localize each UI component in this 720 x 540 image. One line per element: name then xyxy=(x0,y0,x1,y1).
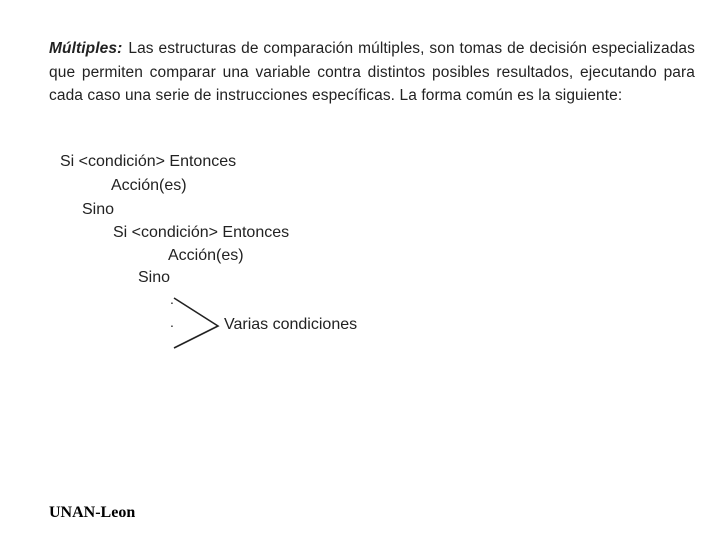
term-heading: Múltiples: xyxy=(49,40,123,57)
ellipsis-dot-1: . xyxy=(170,291,174,307)
multiple-conditions-label: Varias condiciones xyxy=(224,316,358,333)
description-text: Las estructuras de comparación múltiples, son tomas de decisión especializadas que permiten comparar una variable contra distintos posibles resultados, ejecutando para cada caso una serie de instrucciones específicas. La forma común es la siguiente: xyxy=(49,40,695,104)
pseudo-line-if: Si <condición> Entonces xyxy=(60,153,237,170)
pseudo-line-nested-action: Acción(es) xyxy=(168,247,244,264)
pseudo-line-nested-else: Sino xyxy=(138,269,171,286)
pseudo-line-else: Sino xyxy=(82,201,115,218)
angle-bracket-icon xyxy=(168,296,228,352)
ellipsis-dot-2: . xyxy=(170,314,174,330)
pseudo-line-nested-if: Si <condición> Entonces xyxy=(113,224,290,241)
description-paragraph xyxy=(49,37,695,108)
pseudo-line-action: Acción(es) xyxy=(111,177,187,194)
institution-footer: UNAN-Leon xyxy=(49,504,136,521)
